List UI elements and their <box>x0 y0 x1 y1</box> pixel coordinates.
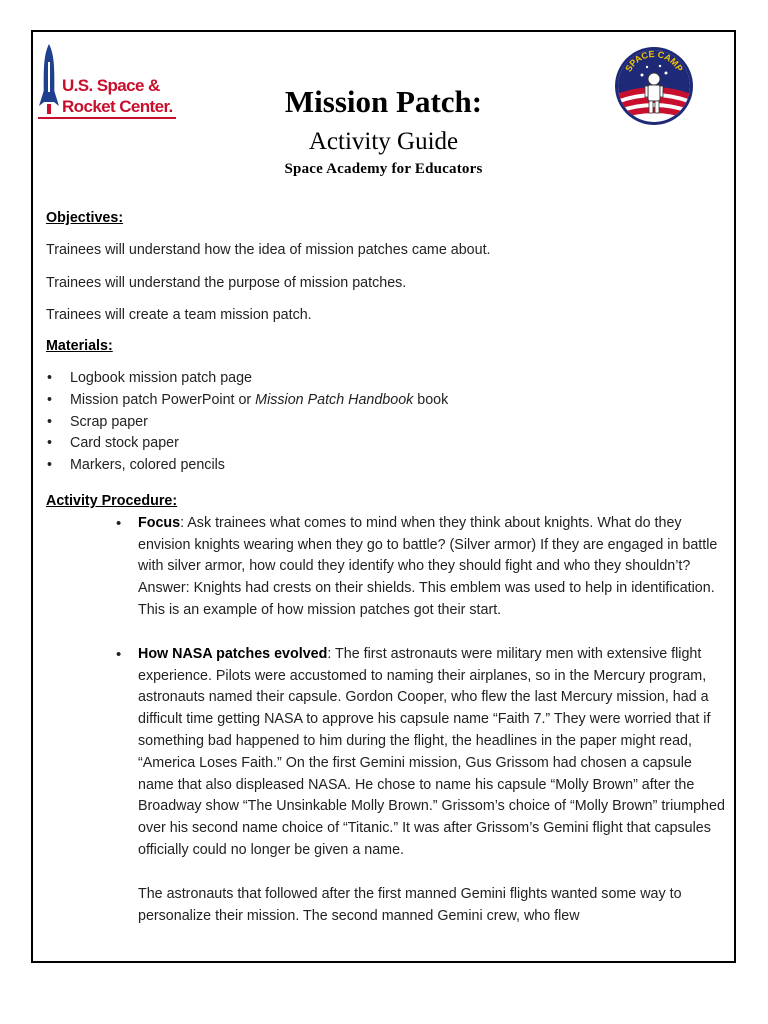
document-page <box>31 30 736 963</box>
materials-list <box>46 368 726 477</box>
objective-item: Trainees will create a team mission patch. <box>46 307 312 324</box>
list-item: • Card stock paper <box>46 433 726 455</box>
list-item: • Markers, colored pencils <box>46 455 726 477</box>
list-item: • How NASA patches evolved: The first astronauts were military men with extensive flight experience. Pilots were accustomed to naming their airplanes, so in the Mercury program, astronauts named their capsule. Gordon Cooper, who flew the last Mercury mission, had a difficult time getting NASA to approve his capsule name “Faith 7.” They were worried that if something bad happened to him during the flight, the headlines in the paper might read, “America Loses Faith.” On the first Gemini mission, Gus Grissom had chosen a capsule name that also displeased NASA. He chose to name his capsule “Molly Brown” after the Broadway show “The Unsinkable Molly Brown.” Grissom’s choice of “Molly Brown” triumphed over his second name choice of “Titanic.” It was after Grissom’s Gemini flight that capsules officially could no longer be given a name. <box>116 644 726 862</box>
objectives-heading: Objectives: <box>46 210 124 226</box>
logo-line-2: Rocket Center. <box>62 97 173 116</box>
objective-item: Trainees will understand how the idea of mission patches came about. <box>46 241 491 258</box>
page-title: Mission Patch: <box>284 84 483 119</box>
procedure-list <box>116 513 726 862</box>
nasa-label: How NASA patches evolved <box>138 645 328 662</box>
materials-heading: Materials: <box>46 338 113 355</box>
list-item: • Scrap paper <box>46 412 726 434</box>
objective-item: Trainees will understand the purpose of mission patches. <box>46 274 407 291</box>
procedure-heading: Activity Procedure: <box>46 492 178 509</box>
page-subtitle: Activity Guide <box>308 128 459 155</box>
space-camp-label: SPACE CAMP <box>623 48 685 74</box>
focus-label: Focus <box>138 514 181 531</box>
program-name: Space Academy for Educators <box>284 161 483 177</box>
list-item: • Mission patch PowerPoint or Mission Patch Handbook book <box>46 390 726 412</box>
logo-line-1: U.S. Space & <box>62 76 160 95</box>
list-item: • Logbook mission patch page <box>46 368 726 390</box>
continuation-paragraph: The astronauts that followed after the first manned Gemini flights wanted some way to personalize their mission. The second manned Gemini crew, who flew <box>138 885 682 924</box>
document-body <box>46 208 726 927</box>
list-item: • Focus: Ask trainees what comes to mind when they think about knights. What do they envision knights wearing when they go to battle? (Silver armor) If they are engaged in battle with silver armor, how could they identify who they should fight and who they shouldn’t? Answer: Knights had crests on their shields. This emblem was used to help in identification. This is an example of how mission patches got their start. <box>116 513 726 622</box>
